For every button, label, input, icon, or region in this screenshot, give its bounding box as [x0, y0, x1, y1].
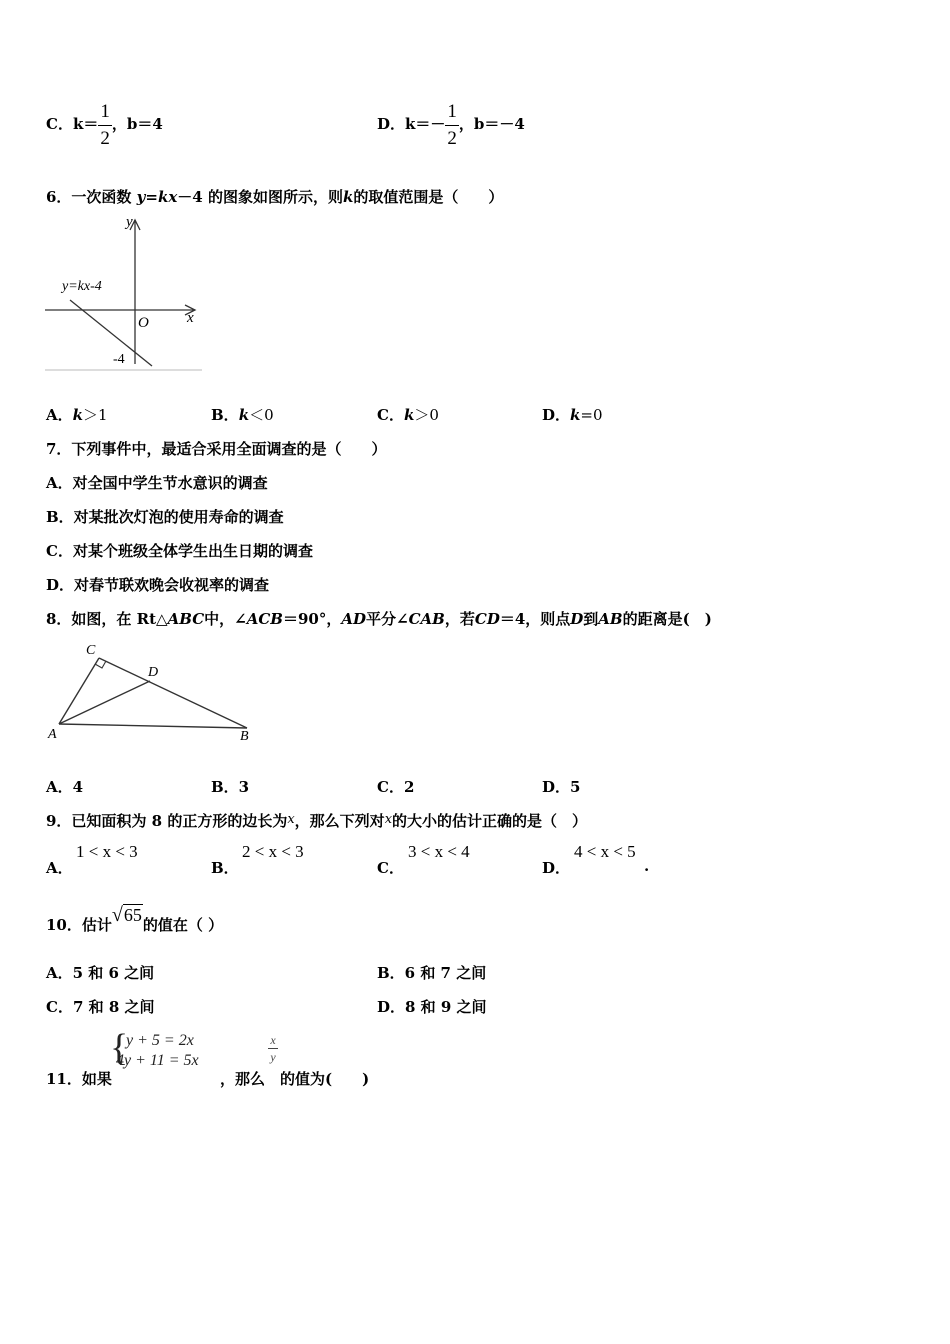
sqrt-radicand: 65 — [123, 905, 142, 925]
stem-variable: x — [287, 812, 295, 827]
q10-option-d: D．8 和 9 之间 — [377, 998, 487, 1016]
option-text: ，b＝－4 — [458, 115, 525, 133]
q9-option-b-expr: 2 < x < 3 — [242, 842, 304, 861]
stem-variable: D — [570, 610, 584, 628]
origin-label: O — [138, 315, 149, 331]
fraction-denominator: 2 — [100, 128, 110, 149]
q8-option-a: A．4 — [46, 778, 84, 796]
stem-text: ＝90°， — [282, 610, 342, 628]
fraction-x-over-y — [268, 1034, 278, 1063]
option-text: ，b＝4 — [111, 115, 163, 133]
q9-option-b-letter: B． — [211, 859, 239, 877]
q7-option-d: D．对春节联欢晚会收视率的调查 — [46, 576, 270, 594]
option-variable: k — [238, 406, 250, 424]
q8-option-b: B．3 — [211, 778, 250, 796]
q10-option-a: A．5 和 6 之间 — [46, 964, 155, 982]
fraction-numerator: 1 — [100, 101, 110, 122]
q8-option-d: D．5 — [542, 778, 581, 796]
fraction — [445, 102, 459, 148]
option-text: k＝ — [72, 115, 99, 133]
stem-variable: AB — [598, 610, 623, 628]
intercept-label: -4 — [113, 352, 125, 367]
q7-option-b: B．对某批次灯泡的使用寿命的调查 — [46, 508, 284, 526]
option-variable: k — [403, 406, 415, 424]
vertex-label-a: A — [48, 727, 57, 742]
sqrt-expression: √65 — [111, 904, 142, 926]
q6-option-c — [377, 404, 439, 425]
stem-variable: CAB — [408, 610, 445, 628]
option-variable: k — [72, 406, 84, 424]
option-letter: B． — [211, 406, 239, 424]
stem-text: 到 — [583, 610, 599, 628]
stem-text: 平分∠ — [366, 610, 409, 628]
option-letter: A． — [46, 406, 73, 424]
q6-option-b — [211, 404, 274, 425]
fraction-numerator: 1 — [447, 101, 457, 122]
q9-end-period: . — [644, 857, 650, 875]
option-text: =0 — [580, 406, 603, 424]
segment-cb — [99, 658, 247, 728]
stem-text: 中，∠ — [204, 610, 247, 628]
stem-text: ＝4，则点 — [499, 610, 571, 628]
fraction-denominator: 2 — [447, 128, 457, 149]
stem-variable: CD — [474, 610, 500, 628]
stem-text: －4 的图象如图所示，则 — [177, 188, 343, 206]
q9-option-d-letter: D． — [542, 859, 571, 877]
q5-option-d — [377, 102, 525, 148]
q8-triangle-figure — [42, 638, 262, 748]
q6-graph — [40, 212, 210, 377]
q8-stem — [46, 608, 712, 629]
q8-option-c: C．2 — [377, 778, 415, 796]
option-text: ＞1 — [83, 406, 108, 424]
fraction-numerator: x — [270, 1033, 276, 1047]
stem-variable: ABC — [167, 610, 205, 628]
stem-text: 的值在（ ） — [142, 916, 224, 934]
q9-option-c-expr: 3 < x < 4 — [408, 842, 470, 861]
stem-text: 的距离是( ) — [622, 610, 712, 628]
q9-option-a-letter: A． — [46, 859, 73, 877]
stem-variable: x — [384, 812, 393, 827]
stem-text: ，若 — [444, 610, 475, 628]
brace: { — [110, 1027, 129, 1069]
stem-text: 10．估计 — [46, 916, 112, 934]
q11-stem-end: 的值为( ) — [280, 1070, 370, 1088]
q9-option-c-letter: C． — [377, 859, 404, 877]
q10-option-b: B．6 和 7 之间 — [377, 964, 487, 982]
q10-stem — [46, 904, 223, 935]
fraction — [98, 102, 112, 148]
q6-stem — [46, 186, 503, 207]
x-axis-label: x — [187, 310, 194, 326]
q7-option-a: A．对全国中学生节水意识的调查 — [46, 474, 268, 492]
stem-variable: y=kx — [136, 188, 178, 206]
q10-option-c: C．7 和 8 之间 — [46, 998, 155, 1016]
vertex-label-d: D — [148, 665, 159, 680]
stem-text: 的取值范围是（ ） — [353, 188, 504, 206]
q6-option-a — [46, 404, 108, 425]
stem-variable: AD — [341, 610, 367, 628]
vertex-label-b: B — [240, 729, 249, 744]
option-letter: C． — [46, 115, 73, 133]
segment-ab — [59, 724, 247, 728]
q7-stem: 7．下列事件中，最适合采用全面调查的是（ ） — [46, 440, 387, 458]
q9-stem — [46, 810, 587, 831]
q11-stem-start: 11．如果 — [46, 1070, 112, 1088]
option-text: ＜0 — [249, 406, 274, 424]
q9-option-d-expr: 4 < x < 5 — [574, 842, 636, 861]
q9-option-a-expr: 1 < x < 3 — [76, 842, 138, 861]
option-letter: D． — [377, 115, 406, 133]
fraction-denominator: y — [270, 1050, 276, 1064]
option-text: ＞0 — [414, 406, 439, 424]
option-variable: k — [570, 406, 581, 424]
stem-text: 8．如图，在 Rt△ — [46, 610, 168, 628]
line-label: y=kx-4 — [62, 279, 102, 294]
option-letter: C． — [377, 406, 404, 424]
option-text: k＝－ — [405, 115, 446, 133]
stem-text: 9．已知面积为 8 的正方形的边长为 — [46, 812, 288, 830]
q7-option-c: C．对某个班级全体学生出生日期的调查 — [46, 542, 313, 560]
q11-stem-middle: ，那么 — [220, 1070, 266, 1088]
stem-text: 的大小的估计正确的是（ ） — [392, 812, 588, 830]
stem-text: 6．一次函数 — [46, 188, 137, 206]
stem-variable: ACB — [246, 610, 283, 628]
stem-variable: k — [342, 188, 354, 206]
stem-text: ，那么下列对 — [294, 812, 385, 830]
option-letter: D． — [542, 406, 571, 424]
vertex-label-c: C — [86, 643, 96, 658]
equation-2: 4y + 11 = 5x — [116, 1052, 199, 1069]
q6-option-d — [542, 404, 603, 425]
equation-1: y + 5 = 2x — [126, 1032, 194, 1049]
y-axis-label: y — [126, 214, 133, 230]
q5-option-c — [46, 102, 163, 148]
